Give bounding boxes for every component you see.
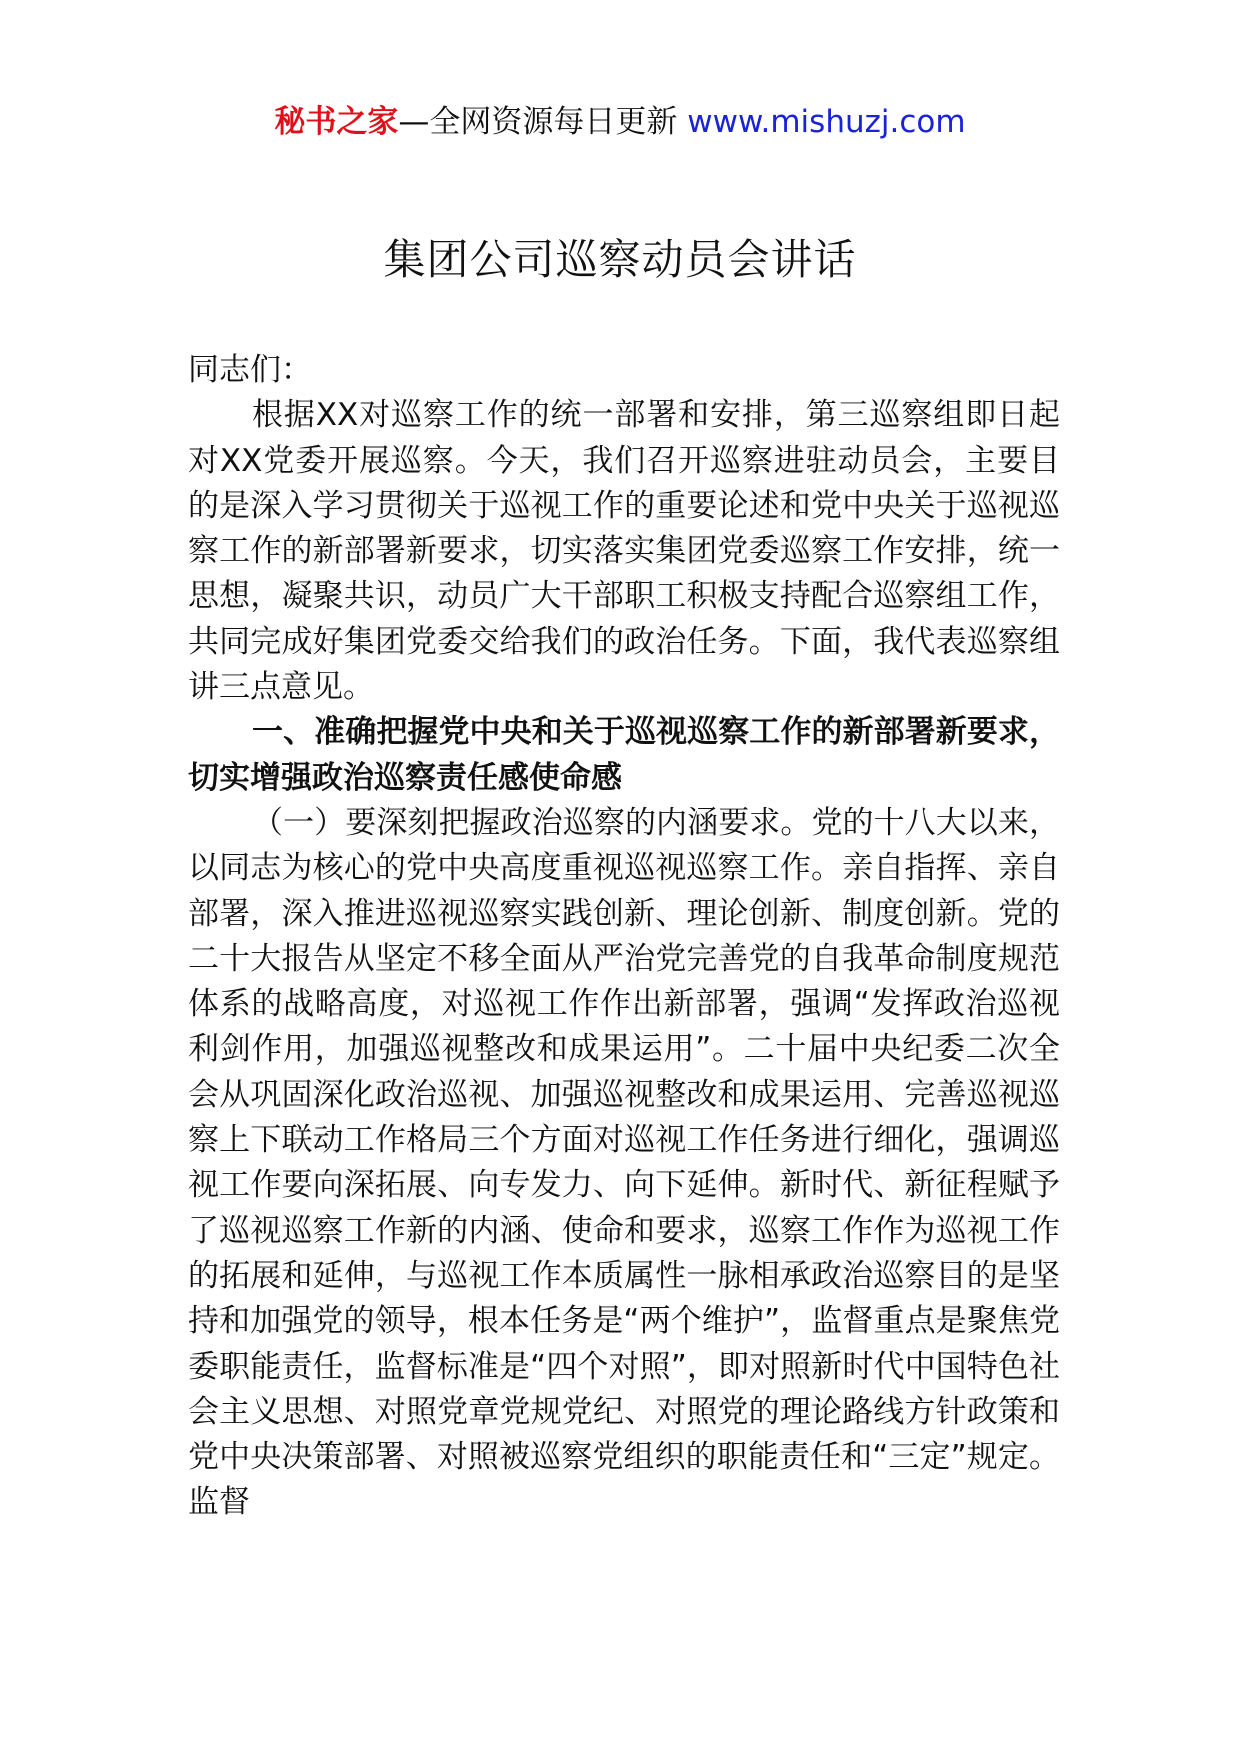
header-tagline: —全网资源每日更新 xyxy=(398,104,678,140)
salutation: 同志们： xyxy=(188,352,312,388)
site-url-link[interactable]: www.mishuzj.com xyxy=(687,104,966,140)
subsection-paragraph-1: （一）要深刻把握政治巡察的内涵要求。党的十八大以来，以同志为核心的党中央高度重视巡视巡察工作。亲自指挥、亲自部署，深入推进巡视巡察实践创新、理论创新、制度创新。党的二十大报告从坚定不移全面从严治党完善党的自我革命制度规范体系的战略高度，对巡视工作作出新部署，强调“发挥政治巡视利剑作用，加强巡视整改和成果运用”。二十届中央纪委二次全会从巩固深化政治巡视、加强巡视整改和成果运用、完善巡视巡察上下联动工作格局三个方面对巡视工作任务进行细化，强调巡视工作要向深拓展、向专发力、向下延伸。新时代、新征程赋予了巡视巡察工作新的内涵、使命和要求，巡察工作作为巡视工作的拓展和延伸，与巡视工作本质属性一脉相承政治巡察目的是坚持和加强党的领导，根本任务是“两个维护”，监督重点是聚焦党委职能责任，监督标准是“四个对照”，即对照新时代中国特色社会主义思想、对照党章党规党纪、对照党的理论路线方针政策和党中央决策部署、对照被巡察党组织的职能责任和“三定”规定。监督 xyxy=(188,804,1060,1521)
document-body xyxy=(188,348,1060,1526)
document-title: 集团公司巡察动员会讲话 xyxy=(383,235,857,284)
section-heading-1: 一、准确把握党中央和关于巡视巡察工作的新部署新要求，切实增强政治巡察责任感使命感 xyxy=(188,714,1060,796)
brand-name: 秘书之家 xyxy=(274,104,399,140)
site-header xyxy=(0,102,1240,142)
intro-paragraph: 根据XX对巡察工作的统一部署和安排，第三巡察组即日起对XX党委开展巡察。今天，我们召开巡察进驻动员会，主要目的是深入学习贯彻关于巡视工作的重要论述和党中央关于巡视巡察工作的新部署新要求，切实落实集团党委巡察工作安排，统一思想，凝聚共识，动员广大干部职工积极支持配合巡察组工作，共同完成好集团党委交给我们的政治任务。下面，我代表巡察组讲三点意见。 xyxy=(188,397,1060,706)
